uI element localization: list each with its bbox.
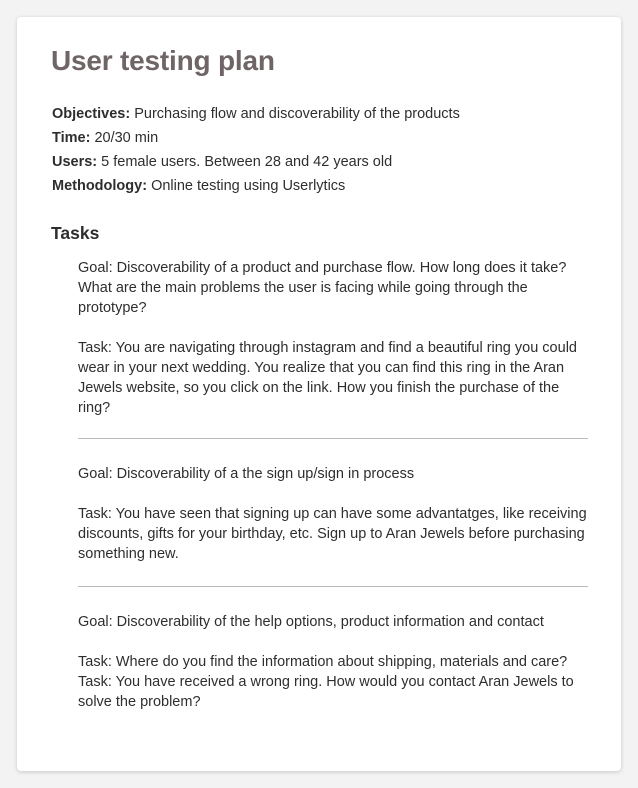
plan-details — [52, 102, 460, 198]
time-label: Time: — [52, 130, 91, 146]
divider — [78, 586, 588, 587]
task-description: Task: You have seen that signing up can have some advantatges, like receiving discounts, gifts for your birthday, etc. Sign up to Aran Jewels before purchasing something new. — [78, 506, 587, 562]
methodology-label: Methodology: — [52, 178, 148, 194]
methodology-row — [52, 174, 460, 198]
task-goal: Goal: Discoverability of a product and purchase flow. How long does it take? What are the main problems the user is facing while going through the prototype? — [78, 260, 567, 316]
time-value: 20/30 min — [94, 130, 159, 146]
methodology-value: Online testing using Userlytics — [151, 178, 346, 194]
task-goal: Goal: Discoverability of a the sign up/sign in process — [78, 466, 415, 482]
users-row — [52, 150, 460, 174]
page-title: User testing plan — [51, 45, 275, 76]
task-block-3 — [78, 612, 590, 712]
users-value: 5 female users. Between 28 and 42 years old — [101, 154, 393, 170]
objectives-label: Objectives: — [52, 106, 131, 122]
users-label: Users: — [52, 154, 98, 170]
task-description: Task: Where do you find the information about shipping, materials and care? — [78, 654, 568, 670]
objectives-value: Purchasing flow and discoverability of the products — [134, 106, 460, 122]
divider — [78, 438, 588, 439]
task-description: Task: You have received a wrong ring. How would you contact Aran Jewels to solve the problem? — [78, 674, 574, 710]
task-goal: Goal: Discoverability of the help options, product information and contact — [78, 614, 544, 630]
task-block-2 — [78, 464, 590, 564]
objectives-row — [52, 102, 460, 126]
task-block-1 — [78, 258, 590, 418]
task-description: Task: You are navigating through instagram and find a beautiful ring you could wear in your next wedding. You realize that you can find this ring in the Aran Jewels website, so you click on the link. How you finish the purchase of the ring? — [78, 340, 577, 416]
tasks-heading: Tasks — [51, 223, 100, 243]
time-row — [52, 126, 460, 150]
document-card — [17, 17, 621, 771]
